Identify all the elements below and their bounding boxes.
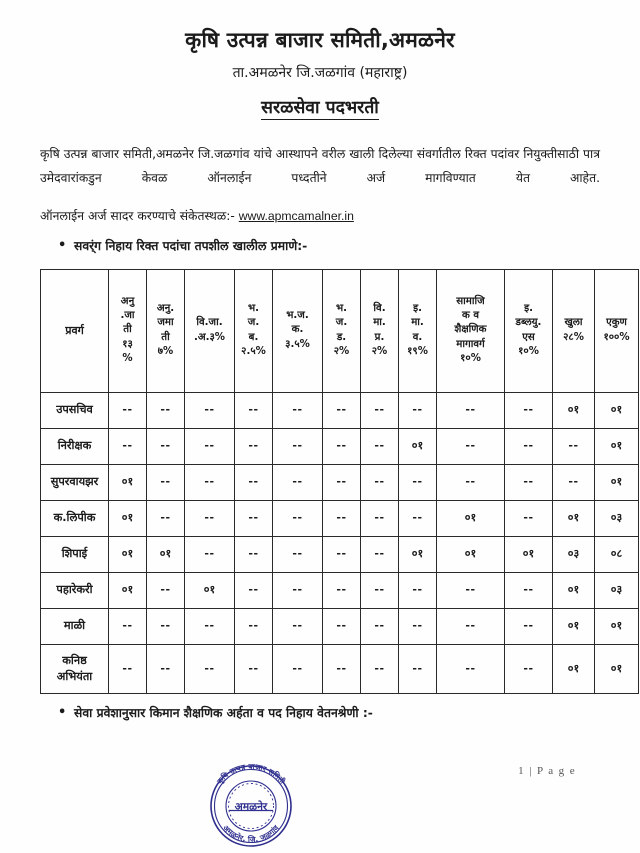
table-cell: -- xyxy=(361,572,399,608)
table-cell: -- xyxy=(323,536,361,572)
table-cell: -- xyxy=(323,644,361,693)
table-cell: -- xyxy=(437,464,505,500)
table-row-label: उपसचिव xyxy=(41,392,109,428)
bullet-vacancy-detail: • सवर्ंग निहाय रिक्त पदांचा तपशील खालील प्रमाणे:- xyxy=(74,237,600,257)
table-col-header-2: अनु. जमा ती ७% xyxy=(147,269,185,392)
seal-outer-text-top: कृषि उत्पन्न बाजार समिती xyxy=(215,761,287,786)
table-row xyxy=(41,644,639,693)
table-cell: ०१ xyxy=(595,392,639,428)
table-cell: -- xyxy=(437,392,505,428)
table-cell: ०१ xyxy=(553,572,595,608)
website-label: ऑनलाईन अर्ज सादर करण्याचे संकेतस्थळ:- xyxy=(40,209,235,224)
table-cell: -- xyxy=(437,644,505,693)
seal-center-text: अमळनेर xyxy=(234,801,268,813)
table-cell: -- xyxy=(505,608,553,644)
table-cell: ०१ xyxy=(553,644,595,693)
table-body xyxy=(41,392,639,693)
table-row-label: क.लिपीक xyxy=(41,500,109,536)
table-cell: -- xyxy=(323,608,361,644)
table-cell: -- xyxy=(185,428,235,464)
table-cell: -- xyxy=(109,428,147,464)
table-cell: -- xyxy=(109,392,147,428)
table-cell: -- xyxy=(553,464,595,500)
table-cell: -- xyxy=(109,608,147,644)
table-cell: -- xyxy=(505,464,553,500)
table-cell: -- xyxy=(361,464,399,500)
table-cell: -- xyxy=(323,464,361,500)
table-cell: -- xyxy=(147,500,185,536)
table-cell: -- xyxy=(235,464,273,500)
table-cell: -- xyxy=(185,536,235,572)
page-title xyxy=(40,82,600,119)
table-cell: -- xyxy=(273,428,323,464)
table-row-label: सुपरवायझर xyxy=(41,464,109,500)
table-cell: -- xyxy=(399,572,437,608)
organization-subtitle: ता.अमळनेर जि.जळगांव (महाराष्ट्र) xyxy=(232,65,408,82)
table-col-header-12: एकुण १००% xyxy=(595,269,639,392)
table-cell: -- xyxy=(505,572,553,608)
page-number: 1 | P a g e xyxy=(518,765,576,777)
table-cell: -- xyxy=(399,608,437,644)
table-cell: ०१ xyxy=(147,536,185,572)
table-cell: -- xyxy=(505,644,553,693)
table-cell: -- xyxy=(235,644,273,693)
table-col-header-11: खुला २८% xyxy=(553,269,595,392)
table-row xyxy=(41,428,639,464)
table-col-header-4: भ. ज. ब. २.५% xyxy=(235,269,273,392)
table-col-header-10: इ. डब्लयु. एस १०% xyxy=(505,269,553,392)
table-header xyxy=(41,269,639,392)
table-row xyxy=(41,572,639,608)
table-cell: -- xyxy=(361,536,399,572)
table-cell: -- xyxy=(553,428,595,464)
table-cell: -- xyxy=(273,572,323,608)
table-cell: -- xyxy=(437,572,505,608)
table-cell: -- xyxy=(361,428,399,464)
table-cell: -- xyxy=(147,428,185,464)
seal-icon xyxy=(199,757,303,853)
table-cell: ०१ xyxy=(595,428,639,464)
table-cell: -- xyxy=(147,644,185,693)
table-cell: -- xyxy=(147,392,185,428)
table-cell: -- xyxy=(399,392,437,428)
table-cell: -- xyxy=(273,464,323,500)
table-cell: -- xyxy=(185,464,235,500)
table-header-row xyxy=(41,269,639,392)
organization-title: कृषि उत्पन्न बाजार समिती,अमळनेर xyxy=(185,28,455,52)
table-col-header-5: भ.ज. क. ३.५% xyxy=(273,269,323,392)
table-cell: -- xyxy=(185,392,235,428)
bullet-qualification-detail: • सेवा प्रवेशानुसार किमान शैक्षणिक अर्हता व पद निहाय वेतनश्रेणी :- xyxy=(74,704,600,724)
table-cell: -- xyxy=(235,392,273,428)
table-cell: -- xyxy=(323,392,361,428)
table-cell: -- xyxy=(361,644,399,693)
seal-outer-text-bottom: अमळनेर, जि. जळगांव xyxy=(221,823,281,845)
vacancy-table xyxy=(40,269,639,694)
table-cell: ०१ xyxy=(553,500,595,536)
table-cell: -- xyxy=(273,392,323,428)
page-title-text: सरळसेवा पदभरती xyxy=(261,98,379,119)
table-cell: -- xyxy=(235,572,273,608)
table-cell: -- xyxy=(185,500,235,536)
table-cell: ०३ xyxy=(595,572,639,608)
table-cell: ०१ xyxy=(185,572,235,608)
table-cell: ०१ xyxy=(437,536,505,572)
table-cell: ०१ xyxy=(399,536,437,572)
table-cell: -- xyxy=(505,428,553,464)
table-col-header-1: अनु .जा ती १३ % xyxy=(109,269,147,392)
table-cell: -- xyxy=(235,500,273,536)
table-cell: ०१ xyxy=(595,464,639,500)
table-row-label: कनिष्ठ अभियंता xyxy=(41,644,109,693)
bullet-list-qualification xyxy=(40,694,600,724)
table-cell: ०१ xyxy=(399,428,437,464)
table-cell: -- xyxy=(147,572,185,608)
table-cell: ०८ xyxy=(595,536,639,572)
official-seal-stamp xyxy=(199,757,303,853)
website-line xyxy=(40,191,600,227)
table-cell: ०१ xyxy=(595,608,639,644)
table-cell: -- xyxy=(361,392,399,428)
table-cell: -- xyxy=(399,500,437,536)
table-cell: ०३ xyxy=(553,536,595,572)
table-cell: -- xyxy=(235,608,273,644)
table-cell: ०१ xyxy=(553,608,595,644)
table-cell: -- xyxy=(505,392,553,428)
table-cell: -- xyxy=(185,644,235,693)
table-col-header-3: वि.जा. .अ.३% xyxy=(185,269,235,392)
table-cell: -- xyxy=(437,608,505,644)
bullet-list-table-intro xyxy=(40,227,600,257)
table-cell: -- xyxy=(185,608,235,644)
table-cell: -- xyxy=(147,464,185,500)
table-row xyxy=(41,500,639,536)
table-cell: ०१ xyxy=(109,536,147,572)
table-col-header-9: सामाजि क व शैक्षणिक मागावर्ग १०% xyxy=(437,269,505,392)
table-cell: -- xyxy=(109,644,147,693)
table-col-header-6: भ. ज. ड. २% xyxy=(323,269,361,392)
table-cell: -- xyxy=(437,428,505,464)
table-cell: -- xyxy=(323,572,361,608)
table-cell: ०१ xyxy=(553,392,595,428)
table-cell: ०१ xyxy=(437,500,505,536)
table-cell: -- xyxy=(273,536,323,572)
table-cell: ०३ xyxy=(595,500,639,536)
table-col-header-8: इ. मा. व. १९% xyxy=(399,269,437,392)
table-cell: -- xyxy=(361,608,399,644)
table-cell: -- xyxy=(273,500,323,536)
table-row-label: माळी xyxy=(41,608,109,644)
table-row xyxy=(41,608,639,644)
table-col-header-7: वि. मा. प्र. २% xyxy=(361,269,399,392)
table-cell: -- xyxy=(235,536,273,572)
table-cell: -- xyxy=(505,500,553,536)
table-cell: -- xyxy=(323,428,361,464)
intro-paragraph: कृषि उत्पन्न बाजार समिती,अमळनेर जि.जळगांव यांचे आस्थापने वरील खाली दिलेल्या संवर्गातील रिक्त पदांवर नियुक्तीसाठी पात्र उमेदवारांकडुन केवळ ऑनलाईन पध्दतीने अर्ज मागविण्यात येत आहेत. xyxy=(40,147,600,186)
table-row-label: निरीक्षक xyxy=(41,428,109,464)
table-cell: -- xyxy=(147,608,185,644)
table-row-label: पहारेकरी xyxy=(41,572,109,608)
table-row xyxy=(41,392,639,428)
table-cell: -- xyxy=(235,428,273,464)
table-cell: ०१ xyxy=(109,464,147,500)
table-cell: ०१ xyxy=(595,644,639,693)
table-row-label: शिपाई xyxy=(41,536,109,572)
table-cell: ०१ xyxy=(109,572,147,608)
application-website-link[interactable]: www.apmcamalner.in xyxy=(238,209,354,224)
vacancy-table-wrapper xyxy=(40,257,630,694)
table-col-header-0: प्रवर्ग xyxy=(41,269,109,392)
table-cell: -- xyxy=(399,644,437,693)
table-cell: -- xyxy=(323,500,361,536)
table-cell: -- xyxy=(361,500,399,536)
table-cell: -- xyxy=(273,644,323,693)
table-cell: -- xyxy=(273,608,323,644)
table-cell: ०१ xyxy=(109,500,147,536)
table-row xyxy=(41,536,639,572)
table-row xyxy=(41,464,639,500)
table-cell: ०१ xyxy=(505,536,553,572)
table-cell: -- xyxy=(399,464,437,500)
